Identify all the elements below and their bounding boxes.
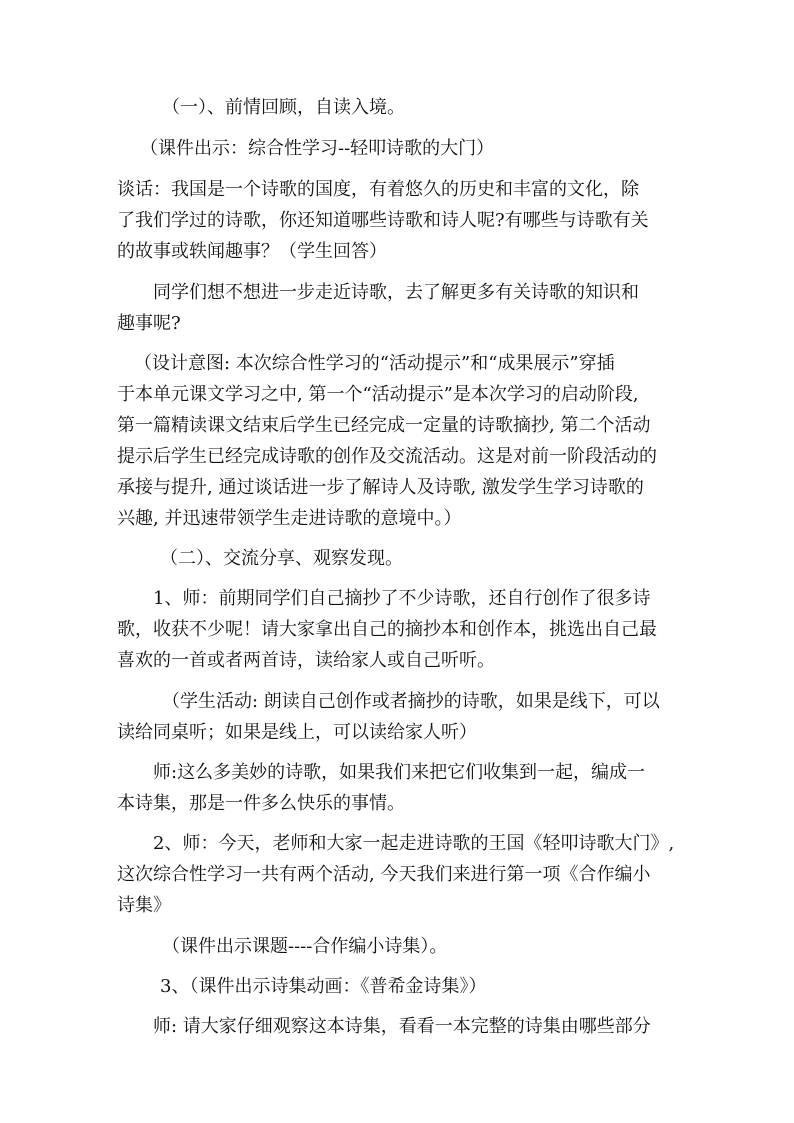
question-line-2: 趣事呢?: [117, 313, 181, 334]
talk-line-3: 的故事或轶闻趣事？（学生回答）: [117, 241, 387, 262]
design-intent-line-1: （设计意图: 本次综合性学习的“活动提示”和“成果展示”穿插: [134, 353, 615, 374]
talk-line-1: 谈话：我国是一个诗歌的国度，有着悠久的历史和丰富的文化，除: [117, 179, 639, 200]
section-1-heading: （一）、前情回顾，自读入境。: [162, 97, 405, 118]
teacher-2-line-2: 这次综合性学习一共有两个活动, 今天我们来进行第一项《合作编小: [117, 864, 651, 885]
courseware-note-1: （课件出示：综合性学习--轻叩诗歌的大门）: [140, 138, 495, 159]
section-2-heading: （二）、交流分享、观察发现。: [160, 548, 403, 569]
teacher-3-line: 3、（课件出示诗集动画：《普希金诗集》）: [160, 976, 487, 997]
teacher-1b-line-2: 本诗集，那是一件多么快乐的事情。: [117, 793, 405, 814]
design-intent-line-3: 第一篇精读课文结束后学生已经完成一定量的诗歌摘抄, 第二个活动: [117, 415, 651, 436]
student-activity-line-2: 读给同桌听；如果是线上，可以读给家人听）: [117, 722, 477, 743]
talk-line-2: 了我们学过的诗歌，你还知道哪些诗歌和诗人呢?有哪些与诗歌有关: [117, 210, 649, 231]
design-intent-line-2: 于本单元课文学习之中, 第一个“活动提示”是本次学习的启动阶段,: [117, 384, 639, 405]
teacher-1-line-1: 1、师：前期同学们自己摘抄了不少诗歌，还自行创作了很多诗: [153, 588, 651, 609]
teacher-2-line-3: 诗集》: [117, 895, 171, 916]
teacher-1-line-3: 喜欢的一首或者两首诗，读给家人或自己听听。: [117, 650, 495, 671]
design-intent-line-4: 提示后学生已经完成诗歌的创作及交流活动。这是对前一阶段活动的: [117, 446, 657, 467]
teacher-2-line-1: 2、师：今天，老师和大家一起走进诗歌的王国《轻叩诗歌大门》,: [153, 833, 675, 854]
design-intent-line-5: 承接与提升, 通过谈话进一步了解诗人及诗歌, 激发学生学习诗歌的: [117, 477, 644, 498]
teacher-1b-line-1: 师:这么多美妙的诗歌，如果我们来把它们收集到一起，编成一: [153, 762, 646, 783]
design-intent-line-6: 兴趣, 并迅速带领学生走进诗歌的意境中。）: [117, 508, 462, 529]
student-activity-line-1: （学生活动: 朗读自己创作或者摘抄的诗歌，如果是线下，可以: [162, 691, 660, 712]
question-line-1: 同学们想不想进一步走近诗歌，去了解更多有关诗歌的知识和: [153, 282, 639, 303]
courseware-note-2: （课件出示课题----合作编小诗集）。: [162, 936, 448, 957]
teacher-1-line-2: 歌，收获不少呢！请大家拿出自己的摘抄本和创作本，挑选出自己最: [117, 619, 657, 640]
teacher-3b-line-1: 师: 请大家仔细观察这本诗集，看看一本完整的诗集由哪些部分: [153, 1016, 651, 1037]
